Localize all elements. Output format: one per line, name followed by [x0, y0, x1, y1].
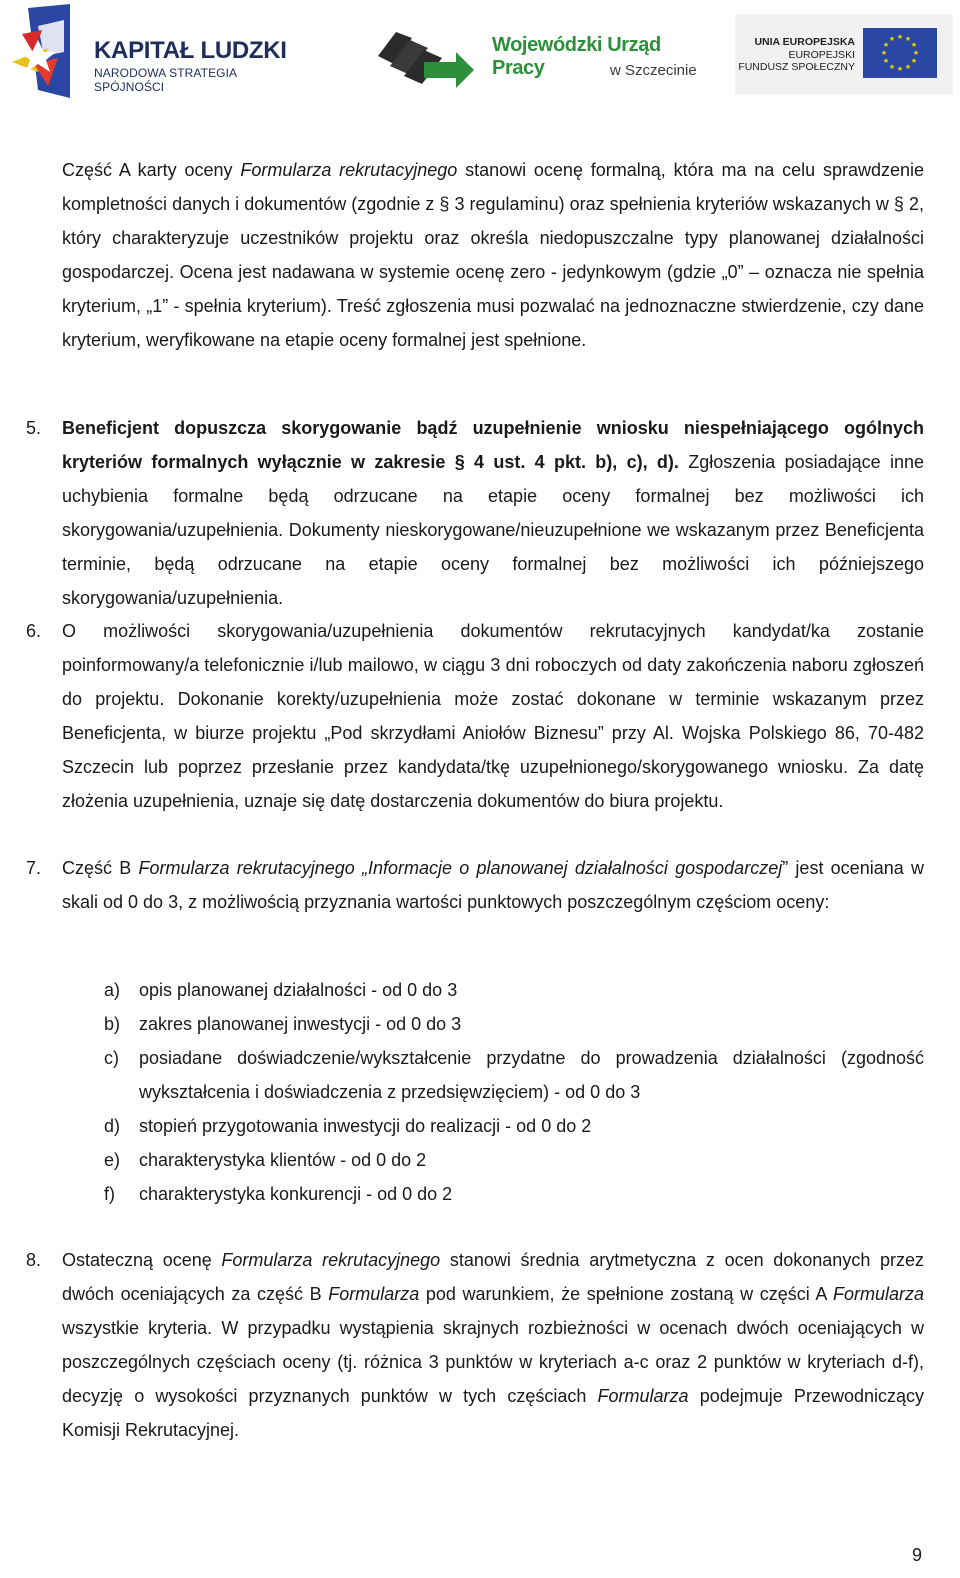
svg-text:★: ★	[904, 35, 912, 43]
item-8-text-1: Ostateczną ocenę	[62, 1250, 222, 1270]
wup-emblem-icon	[368, 26, 478, 92]
item-8-text-5: podejmuje Przewodniczący Komisji Rekrutacyjnej.	[62, 1386, 924, 1440]
wup-logo	[368, 24, 708, 94]
page-header	[0, 0, 960, 110]
eu-line-1: UNIA EUROPEJSKA	[754, 36, 855, 48]
item-8-text-4: wszystkie kryteria. W przypadku wystąpienia skrajnych rozbieżności w ocenach dwóch oceniających w poszczególnych częściach oceny (tj. różnica 3 punktów w kryteriach a-c oraz 2 punktów w kryteriach d-f), decyzję o wysokości przyznanych punktów w tych częściach	[62, 1318, 924, 1406]
item-8-number: 8.	[26, 1250, 42, 1270]
kapital-ludzki-emblem-icon	[8, 4, 78, 100]
svg-text:★: ★	[912, 49, 920, 57]
subitem-text: charakterystyka klientów - od 0 do 2	[139, 1150, 427, 1170]
subitem-letter: c)	[104, 1048, 119, 1068]
svg-text:★: ★	[888, 35, 896, 43]
kapital-ludzki-subtitle: NARODOWA STRATEGIA SPÓJNOŚCI	[94, 66, 237, 94]
item-7-text-2: ” jest oceniana w skali od 0 do 3, z możliwością przyznania wartości punktowych poszczególnym częściom oceny:	[62, 858, 924, 912]
subitem-letter: a)	[104, 980, 121, 1000]
eu-line-3: FUNDUSZ SPOŁECZNY	[738, 61, 855, 73]
item-7-text-1: Część B	[62, 858, 139, 878]
svg-text:★: ★	[904, 63, 912, 71]
subitem-letter: f)	[104, 1184, 115, 1204]
subitem-text: charakterystyka konkurencji - od 0 do 2	[139, 1184, 453, 1204]
intro-text-2: stanowi ocenę formalną, która ma na celu sprawdzenie kompletności danych i dokumentów (zgodnie z § 3 regulaminu) oraz spełnienia kryteriów wskazanych w § 2, który charakteryzuje uczestników projektu oraz określa niedopuszczalne typy planowanej działalności gospodarczej. Ocena jest nadawana w systemie ocenę zero - jedynkowym (gdzie „0” – oznacza nie spełnia kryterium, „1” - spełnia kryterium). Treść zgłoszenia musi pozwalać na jednoznaczne stwierdzenie, czy dane kryterium, weryfikowane na etapie oceny formalnej jest spełnione.	[62, 160, 925, 350]
intro-text-1: Część A karty oceny	[62, 160, 241, 180]
eu-line-2: EUROPEJSKI	[788, 49, 855, 61]
subitem-letter: d)	[104, 1116, 121, 1136]
svg-text:★: ★	[896, 33, 904, 41]
wup-title: Wojewódzki Urząd Pracy	[492, 34, 661, 79]
eu-flag-icon	[863, 28, 937, 78]
item-7-number: 7.	[26, 858, 42, 878]
subitem-letter: e)	[104, 1150, 121, 1170]
svg-text:★: ★	[882, 57, 890, 65]
subitem-text: stopień przygotowania inwestycji do realizacji - od 0 do 2	[139, 1116, 592, 1136]
intro-paragraph	[62, 153, 924, 357]
item-5-paragraph	[62, 411, 924, 615]
item-8-text-3: pod warunkiem, że spełnione zostaną w części A	[419, 1284, 833, 1304]
item-6-number: 6.	[26, 621, 42, 641]
item-7-paragraph	[62, 851, 924, 919]
subitem-text: zakres planowanej inwestycji - od 0 do 3	[139, 1014, 462, 1034]
subitem-text: posiadane doświadczenie/wykształcenie przydatne do prowadzenia działalności (zgodność wykształcenia i doświadczenia z przedsięwzięciem) - od 0 do 3	[139, 1048, 924, 1102]
wup-subtitle: w Szczecinie	[610, 62, 697, 79]
item-5-number: 5.	[26, 418, 42, 438]
svg-text:★: ★	[910, 41, 918, 49]
item-8-text-italic-1: Formularza rekrutacyjnego	[221, 1250, 441, 1270]
item-5-text: Zgłoszenia posiadające inne uchybienia formalne będą odrzucane na etapie oceny formalnej bez możliwości ich skorygowania/uzupełnienia. Dokumenty nieskorygowane/nieuzupełnione we wskazanym przez Beneficjenta terminie, będą odrzucane na etapie oceny formalnej bez możliwości ich późniejszego skorygowania/uzupełnienia.	[62, 452, 924, 608]
svg-text:★: ★	[880, 49, 888, 57]
item-5-bold-text: Beneficjent dopuszcza skorygowanie bądź uzupełnienie wniosku niespełniającego ogólnych kryteriów formalnych wyłącznie w zakresie § 4 ust. 4 pkt. b), c), d).	[62, 418, 924, 472]
eu-logo	[735, 14, 953, 94]
item-8-text-italic-2: Formularza	[328, 1284, 420, 1304]
kapital-ludzki-logo	[8, 4, 308, 100]
svg-text:★: ★	[896, 65, 904, 73]
item-8-text-2: stanowi średnia arytmetyczna z ocen dokonanych przez dwóch oceniających za część B	[62, 1250, 925, 1304]
item-8-text-italic-3: Formularza	[832, 1284, 924, 1304]
svg-text:★: ★	[910, 57, 918, 65]
svg-text:★: ★	[882, 41, 890, 49]
item-6-paragraph: O możliwości skorygowania/uzupełnienia dokumentów rekrutacyjnych kandydat/ka zostanie poinformowany/a telefonicznie i/lub mailowo, w ciągu 3 dni roboczych od daty zakończenia naboru zgłoszeń do projektu. Dokonanie korekty/uzupełnienia może zostać dokonane w terminie wskazanym przez Beneficjenta, w biurze projektu „Pod skrzydłami Aniołów Biznesu” przy Al. Wojska Polskiego 86, 70-482 Szczecin lub poprzez przesłanie przez kandydata/tkę uzupełnionego/skorygowanego wniosku. Za datę złożenia uzupełnienia, uznaje się datę dostarczenia dokumentów do biura projektu.	[62, 621, 924, 811]
item-8-paragraph	[62, 1243, 924, 1447]
subitem-text: opis planowanej działalności - od 0 do 3	[139, 980, 458, 1000]
intro-text-italic: Formularza rekrutacyjnego	[240, 160, 458, 180]
svg-text:★: ★	[888, 63, 896, 71]
kapital-ludzki-title: KAPITAŁ LUDZKI	[94, 37, 287, 64]
item-7-text-italic: Formularza rekrutacyjnego „Informacje o planowanej działalności gospodarczej	[138, 858, 783, 878]
page-number: 9	[912, 1545, 923, 1565]
subitem-letter: b)	[104, 1014, 121, 1034]
item-8-text-italic-4: Formularza	[597, 1386, 689, 1406]
